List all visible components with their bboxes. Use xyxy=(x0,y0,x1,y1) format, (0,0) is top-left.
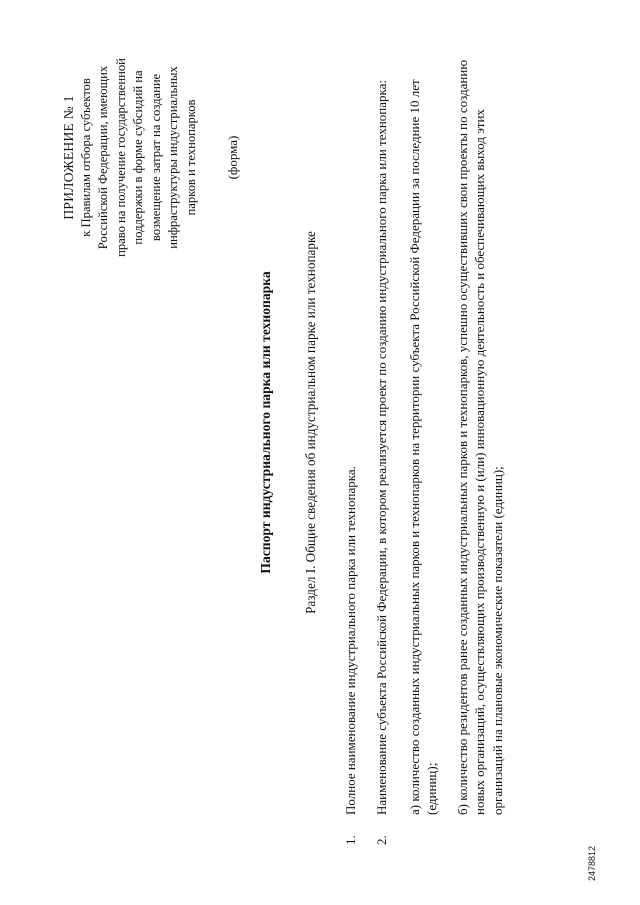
appendix-line: к Правилам отбора субъектов xyxy=(78,78,93,237)
item-text: Полное наименование индустриального парка или технопарка. xyxy=(343,466,358,815)
document-title: Паспорт индустриального парка или технопарка xyxy=(258,271,273,574)
appendix-block xyxy=(60,50,200,265)
appendix-line: парков и технопарков xyxy=(183,99,198,216)
subitem xyxy=(454,59,506,845)
items-list xyxy=(342,59,520,845)
subitem xyxy=(406,59,441,845)
section-title: Раздел I. Общие сведения об индустриальном парке или технопарке xyxy=(303,231,318,614)
appendix-line: возмещение затрат на создание xyxy=(148,73,163,242)
appendix-line: поддержки в форме субсидий на xyxy=(131,70,145,245)
appendix-title: ПРИЛОЖЕНИЕ № 1 xyxy=(61,95,76,220)
subitem-text: б) количество резидентов ранее созданных индустриальных парков и технопарков, успешно осуществивших свои проекты по созданию новых организаций, осуществляющих производственную и (или) инновационную деятельность и обеспечивающих выход этих организаций на плановые экономические показатели (единиц); xyxy=(455,59,505,815)
item-text: Наименование субъекта Российской Федерации, в котором реализуется проект по созданию индустриального парка или технопарка: xyxy=(374,79,390,815)
appendix-line: право на получение государственной xyxy=(113,58,128,257)
appendix-line: Российской Федерации, имеющих xyxy=(96,65,110,250)
form-mark: (форма) xyxy=(225,135,240,180)
appendix-line: инфраструктуры индустриальных xyxy=(166,66,180,249)
subitem-text: а) количество созданных индустриальных парков и технопарков на территории субъекта Российской Федерации за последние 10 лет (единиц); xyxy=(406,79,439,815)
item-number: 2. xyxy=(374,835,390,845)
item-number: 1. xyxy=(343,835,358,845)
list-item xyxy=(373,59,390,845)
document-id: 2478812 xyxy=(587,845,597,881)
list-item xyxy=(342,59,359,845)
